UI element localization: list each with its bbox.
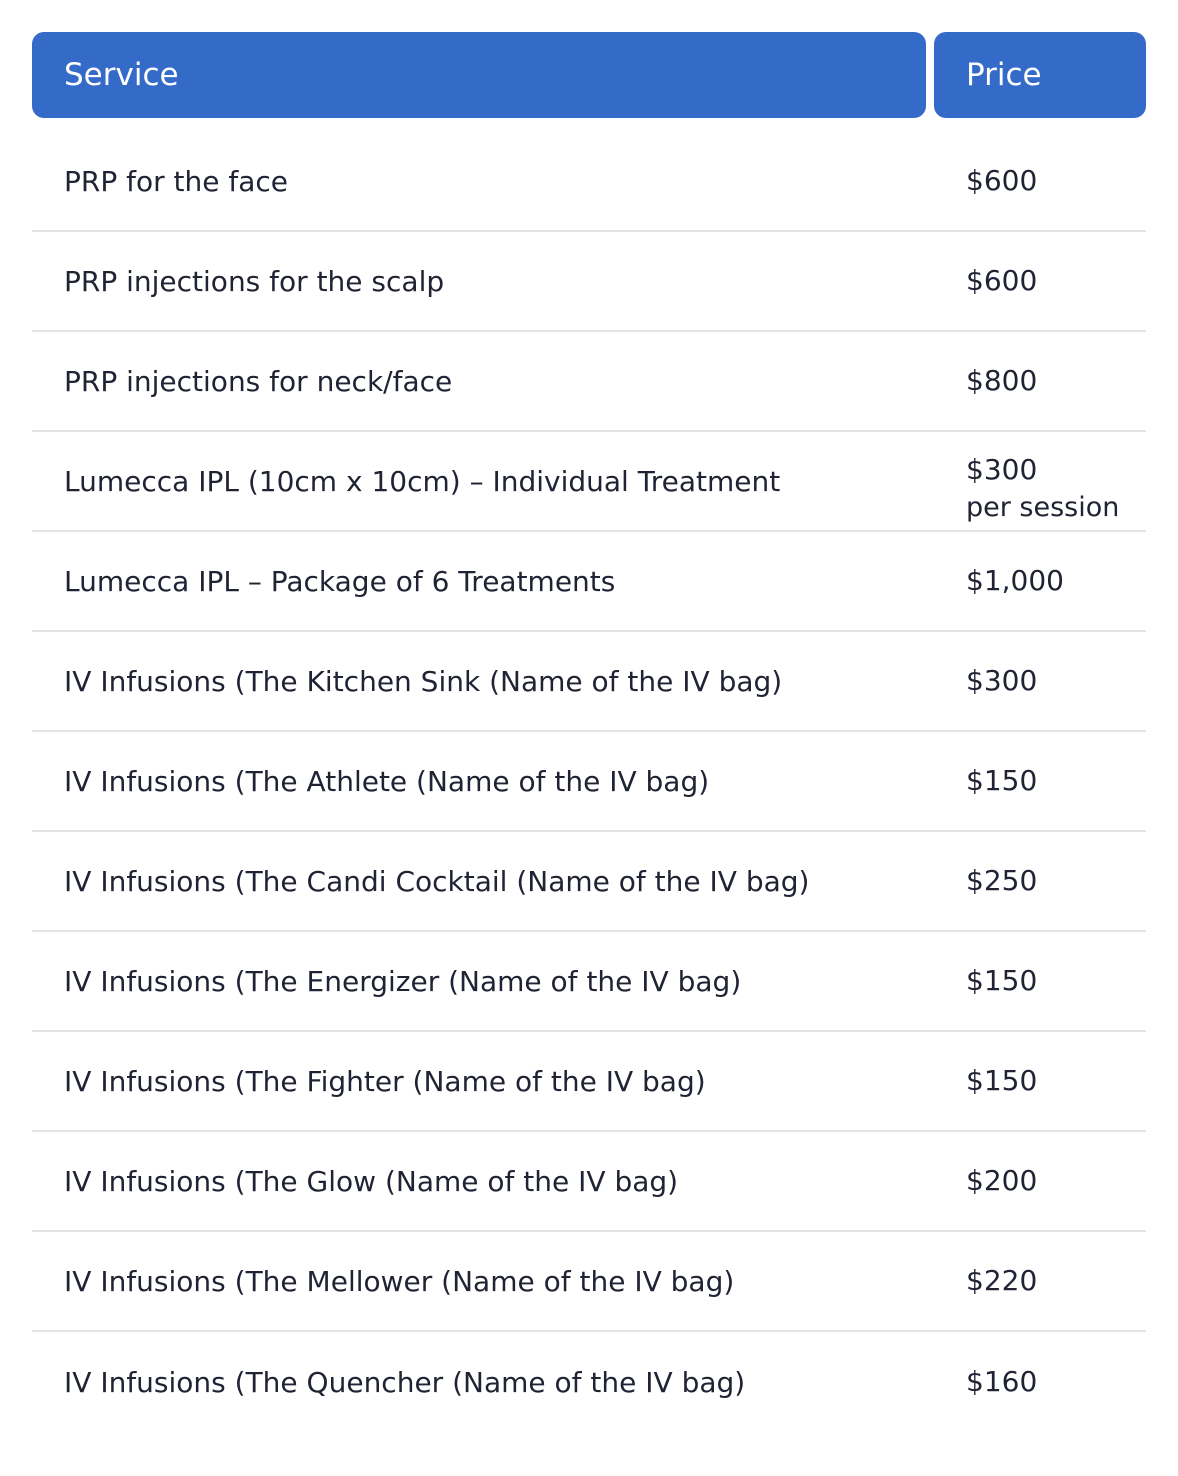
price-value: $250: [966, 864, 1038, 897]
table-row: [32, 132, 1146, 232]
service-name: PRP injections for neck/face: [64, 364, 453, 398]
table-row: [32, 432, 1146, 532]
service-name: IV Infusions (The Energizer (Name of the IV bag): [64, 964, 742, 998]
table-body: [32, 132, 1146, 1432]
service-column-header: Service: [32, 32, 926, 118]
table-row: [32, 1332, 1146, 1432]
service-price: [934, 659, 1146, 703]
service-price: [934, 1059, 1146, 1103]
price-value: $150: [966, 1064, 1038, 1097]
price-value: $600: [966, 264, 1038, 297]
table-row: [32, 332, 1146, 432]
table-row: [32, 632, 1146, 732]
table-row: [32, 732, 1146, 832]
price-value: $600: [966, 164, 1038, 197]
price-table: [32, 32, 1146, 1432]
service-name: Lumecca IPL – Package of 6 Treatments: [64, 564, 616, 598]
service-price: [934, 159, 1146, 203]
service-price: [934, 1159, 1146, 1203]
price-value: $1,000: [966, 564, 1064, 597]
table-row: [32, 1032, 1146, 1132]
price-value: $800: [966, 364, 1038, 397]
service-name: IV Infusions (The Candi Cocktail (Name of the IV bag): [64, 864, 810, 898]
table-row: [32, 932, 1146, 1032]
price-value: $200: [966, 1164, 1038, 1197]
price-value: $300: [966, 453, 1038, 486]
price-value: $160: [966, 1365, 1038, 1398]
service-price: [934, 359, 1146, 403]
table-row: [32, 532, 1146, 632]
service-price: [934, 759, 1146, 803]
table-header-row: [32, 32, 1146, 118]
service-name: IV Infusions (The Fighter (Name of the IV bag): [64, 1064, 706, 1098]
service-name: IV Infusions (The Mellower (Name of the IV bag): [64, 1264, 735, 1298]
service-price: [934, 1360, 1146, 1404]
service-name: IV Infusions (The Quencher (Name of the IV bag): [64, 1365, 746, 1399]
service-price: [934, 1259, 1146, 1303]
service-name: IV Infusions (The Glow (Name of the IV bag): [64, 1164, 679, 1198]
service-name: PRP injections for the scalp: [64, 264, 445, 298]
table-row: [32, 832, 1146, 932]
price-column-header: Price: [934, 32, 1146, 118]
service-price: [934, 259, 1146, 303]
service-price: [934, 959, 1146, 1003]
service-price: [934, 859, 1146, 903]
price-value: $220: [966, 1264, 1038, 1297]
service-name: IV Infusions (The Kitchen Sink (Name of the IV bag): [64, 664, 783, 698]
price-value: $150: [966, 764, 1038, 797]
table-row: [32, 232, 1146, 332]
service-name: Lumecca IPL (10cm x 10cm) – Individual Treatment: [64, 464, 781, 498]
table-row: [32, 1132, 1146, 1232]
service-name: IV Infusions (The Athlete (Name of the IV bag): [64, 764, 710, 798]
service-price: [934, 559, 1146, 603]
table-row: [32, 1232, 1146, 1332]
price-value: $150: [966, 964, 1038, 997]
service-name: PRP for the face: [64, 164, 289, 198]
price-value: $300: [966, 664, 1038, 697]
service-price: [934, 438, 1146, 524]
price-note: per session: [966, 492, 1120, 523]
